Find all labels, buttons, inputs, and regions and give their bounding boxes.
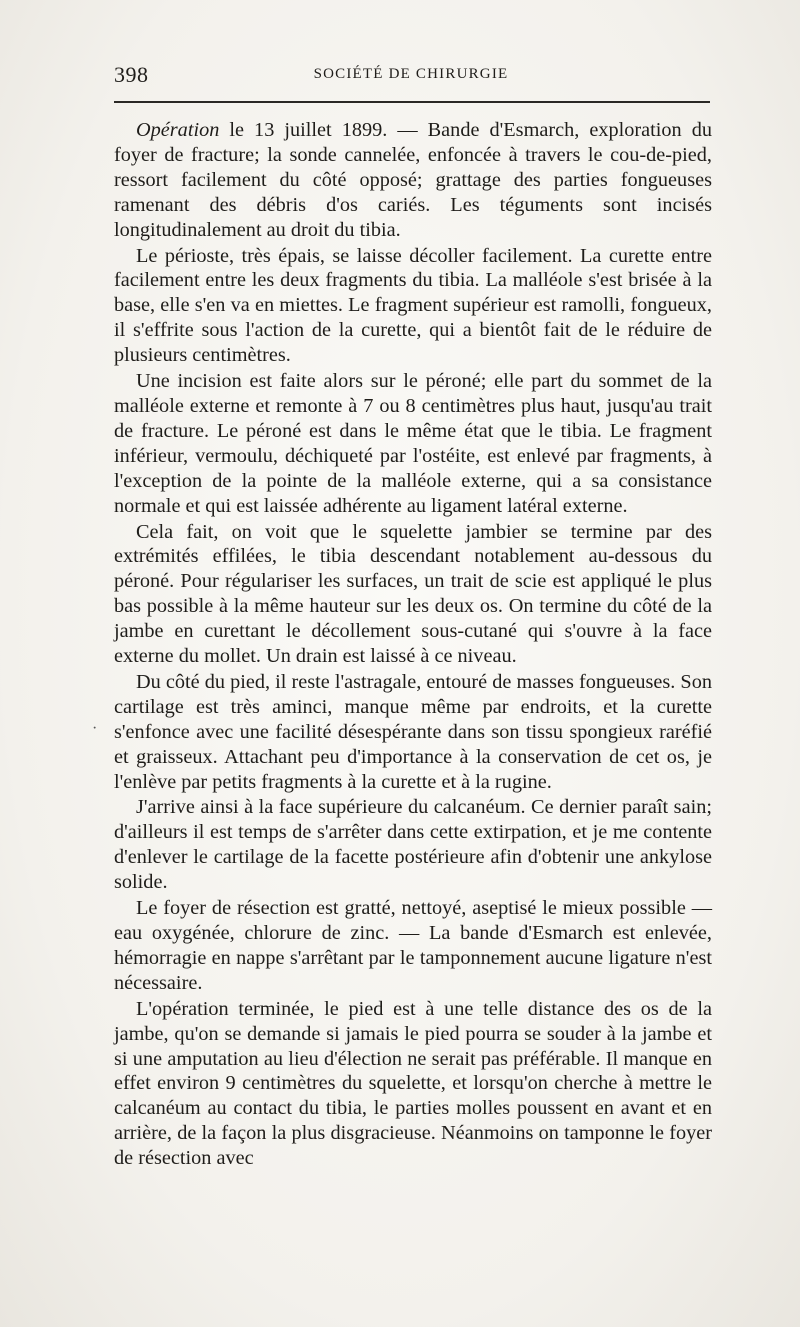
page-header — [114, 62, 708, 92]
body-text — [114, 118, 712, 1171]
paragraph-lead: Opération — [136, 119, 220, 141]
paragraph: Une incision est faite alors sur le péroné; elle part du sommet de la malléole externe et remonte à 7 ou 8 centimètres plus haut, jusqu'au trait de fracture. Le péroné est dans le même état que le tibia. Le fragment inférieur, vermoulu, déchiqueté par l'ostéite, est enlevé par fragments, à l'exception de la pointe de la malléole externe, qui a sa consistance normale et qui est laissée adhérente au ligament latéral externe. — [114, 370, 712, 517]
paragraph: Du côté du pied, il reste l'astragale, entouré de masses fongueuses. Son cartilage est très aminci, manque même par endroits, et la curette s'enfonce avec une facilité désespérante dans son tissu spongieux raréfié et graisseux. Attachant peu d'importance à la conservation de cet os, je l'enlève par petits fragments à la curette et à la rugine. — [114, 670, 712, 793]
paragraph: J'arrive ainsi à la face supérieure du calcanéum. Ce dernier paraît sain; d'ailleurs il est temps de s'arrêter dans cette extirpation, et je me contente d'enlever le cartilage de la facette postérieure afin d'obtenir une ankylose solide. — [114, 796, 712, 894]
running-title: SOCIÉTÉ DE CHIRURGIE — [313, 66, 509, 82]
page-number: 398 — [114, 62, 149, 87]
header-rule — [114, 101, 710, 103]
paragraph: Le périoste, très épais, se laisse décoller facilement. La curette entre facilement entre les deux fragments du tibia. La malléole s'est brisée à la base, elle s'en va en miettes. Le fragment supérieur est ramolli, fongueux, il s'effrite sous l'action de la curette, qui a bientôt fait de le réduire de plusieurs centimètres. — [114, 244, 712, 367]
paragraph-text: le 13 juillet 1899. — Bande d'Esmarch, exploration du foyer de fracture; la sonde cannelée, enfoncée à travers le cou-de-pied, ressort facilement du côté opposé; grattage des parties fongueuses ramenant des débris d'os cariés. Les téguments sont incisés longitudinalement au droit du tibia. — [114, 119, 712, 241]
paragraph — [114, 118, 712, 243]
paragraph: Cela fait, on voit que le squelette jambier se termine par des extrémités effilées, le tibia descendant notablement au-dessous du péroné. Pour régulariser les surfaces, un trait de scie est appliqué le plus bas possible à la même hauteur sur les deux os. On termine du côté de la jambe en curettant le décollement sous-cutané qui s'ouvre à la face externe du mollet. Un drain est laissé à ce niveau. — [114, 520, 712, 668]
paragraph: L'opération terminée, le pied est à une telle distance des os de la jambe, qu'on se demande si jamais le pied pourra se souder à la jambe et si une amputation au lieu d'élection ne serait pas préférable. Il manque en effet environ 9 centimètres du squelette, et lorsqu'on cherche à mettre le calcanéum au contact du tibia, le parties molles poussent en avant et en arrière, de la façon la plus disgracieuse. Néanmoins on tamponne le foyer de résection avec — [114, 997, 712, 1170]
paragraph: Le foyer de résection est gratté, nettoyé, aseptisé le mieux possible — eau oxygénée, chlorure de zinc. — La bande d'Esmarch est enlevée, hémorragie en nappe s'arrêtant par le tamponnement aucune ligature n'est nécessaire. — [114, 897, 712, 994]
margin-mark: · — [92, 720, 98, 737]
